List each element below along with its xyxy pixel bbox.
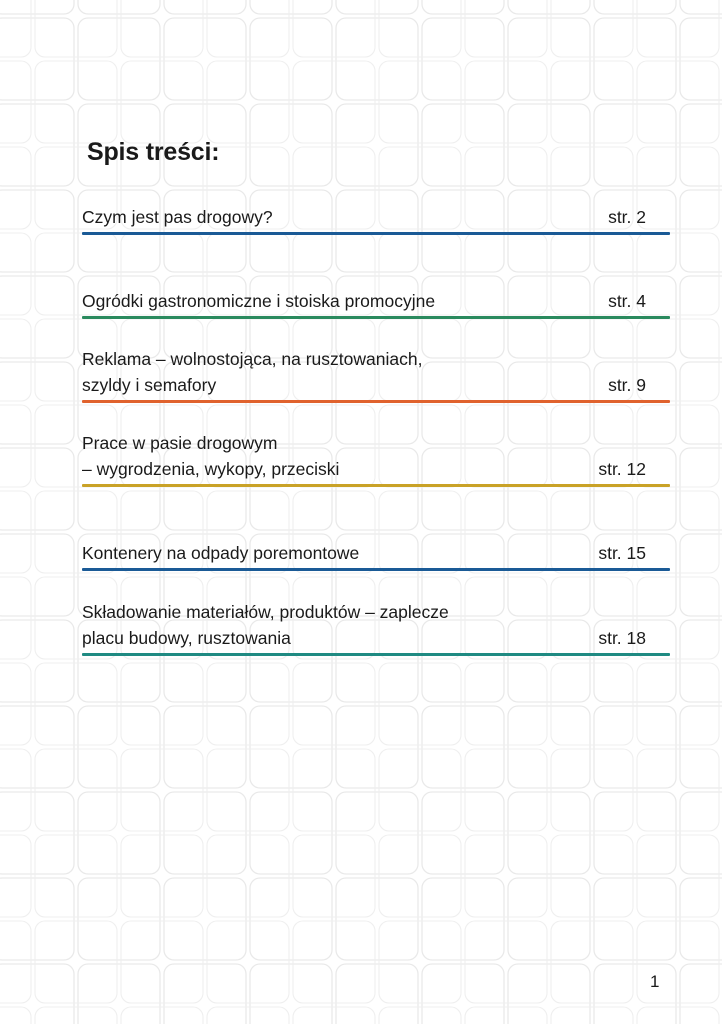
toc-entry-title (82, 540, 359, 566)
toc-entry-divider (82, 232, 670, 235)
toc-entry-title (82, 288, 435, 314)
toc-entry-5[interactable] (82, 540, 670, 571)
toc-entry-title (82, 599, 449, 651)
toc-entry-title-line: Reklama – wolnostojąca, na rusztowaniach, (82, 349, 423, 369)
toc-entry-title-line: placu budowy, rusztowania (82, 628, 291, 648)
toc-entry-title-line: szyldy i semafory (82, 375, 217, 395)
toc-entry-title (82, 204, 273, 230)
toc-entry-page: str. 4 (608, 291, 646, 311)
toc-entry-1[interactable] (82, 204, 670, 235)
toc-entry-title-line: Składowanie materiałów, produktów – zaplecze (82, 602, 449, 622)
toc-entry-title-line: – wygrodzenia, wykopy, przeciski (82, 459, 340, 479)
toc-entry-divider (82, 400, 670, 403)
toc-entry-3[interactable] (82, 346, 670, 403)
page-title: Spis treści: (87, 138, 220, 166)
toc-entry-page: str. 12 (598, 459, 646, 479)
toc-entry-divider (82, 316, 670, 319)
toc-entry-title-line: Prace w pasie drogowym (82, 433, 278, 453)
toc-entry-title (82, 430, 339, 482)
toc-entry-4[interactable] (82, 430, 670, 487)
toc-entry-divider (82, 653, 670, 656)
toc-entry-divider (82, 568, 670, 571)
page-number: 1 (650, 972, 660, 991)
toc-entry-title-line: Ogródki gastronomiczne i stoiska promocyjne (82, 291, 436, 311)
toc-entry-page: str. 18 (598, 628, 646, 648)
toc-entry-page: str. 9 (608, 375, 646, 395)
toc-entry-title-line: Kontenery na odpady poremontowe (82, 543, 360, 563)
toc-entry-title (82, 346, 422, 398)
toc-entry-page: str. 15 (598, 543, 646, 563)
toc-entry-title-line: Czym jest pas drogowy? (82, 207, 273, 227)
toc-entry-page: str. 2 (608, 207, 646, 227)
toc-entry-divider (82, 484, 670, 487)
toc-entry-6[interactable] (82, 599, 670, 656)
toc-entry-2[interactable] (82, 288, 670, 319)
